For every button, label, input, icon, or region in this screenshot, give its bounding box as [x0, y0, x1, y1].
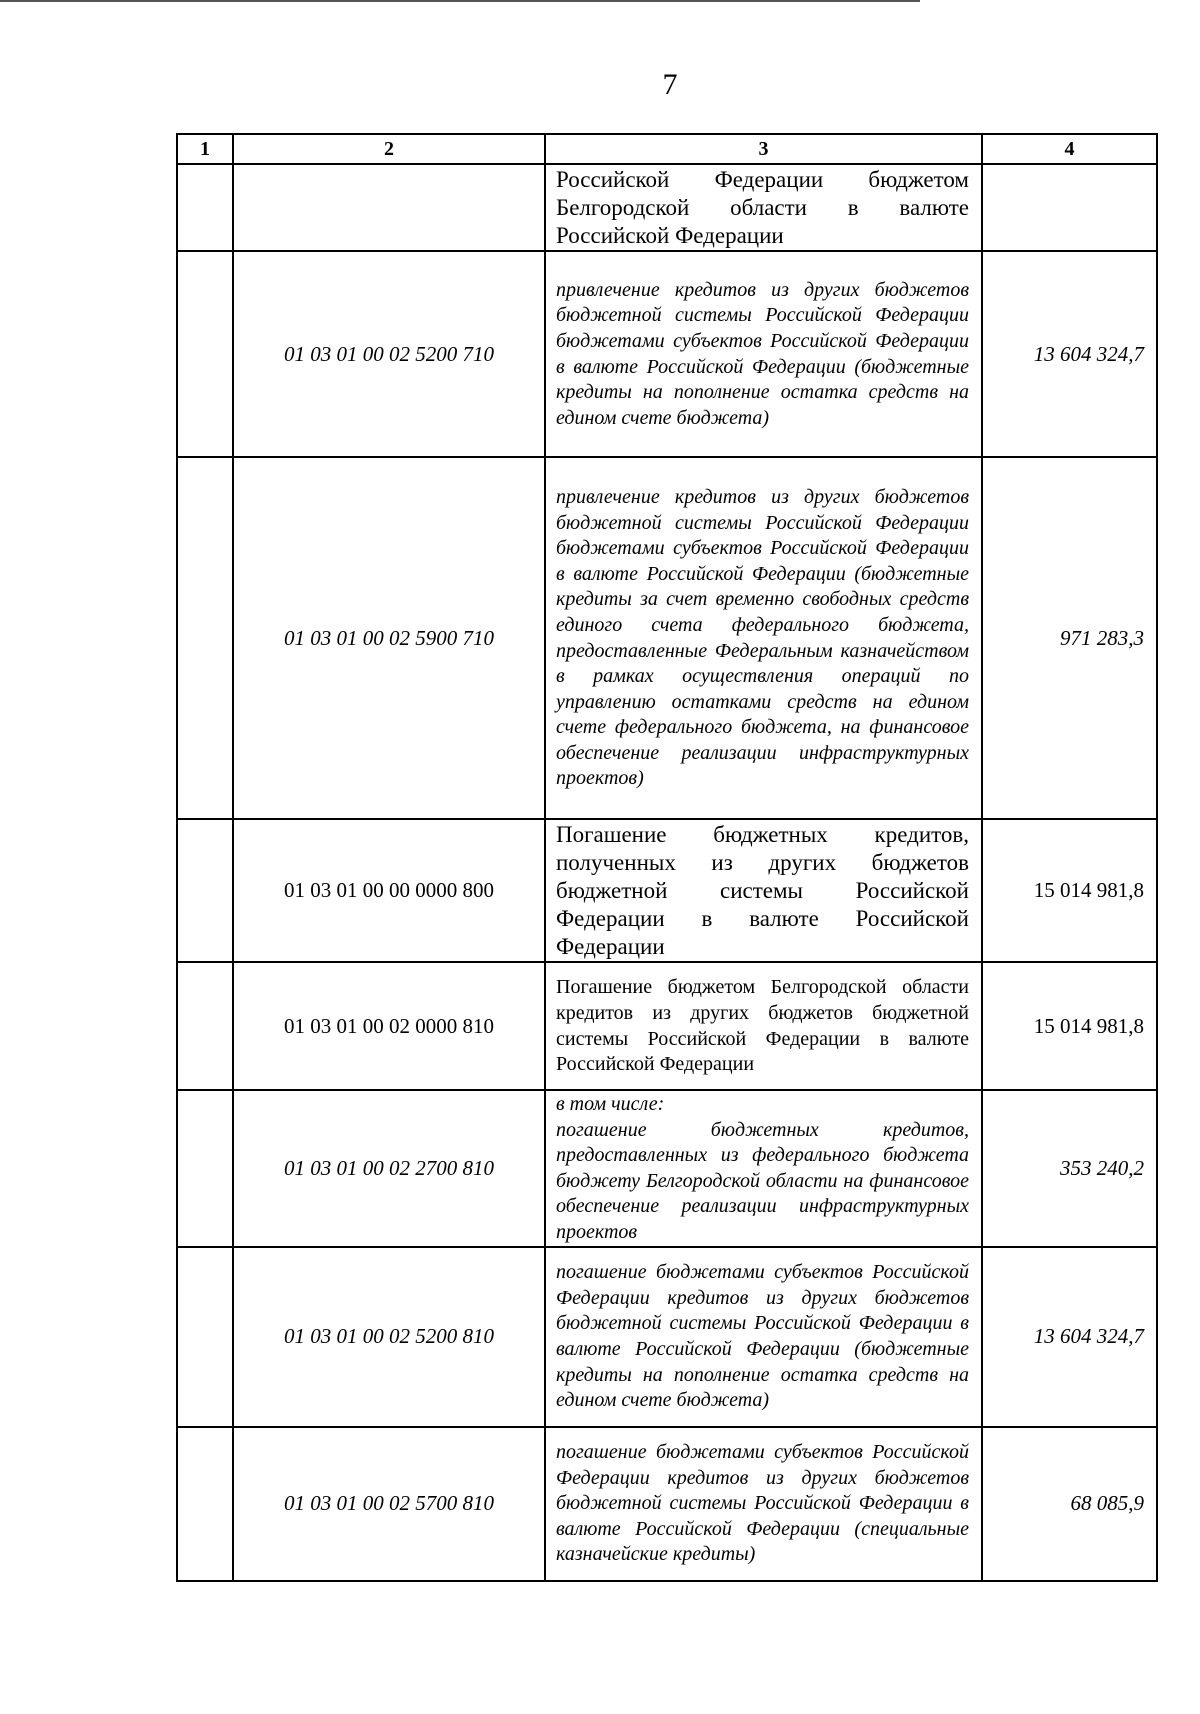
row-number-cell [177, 819, 233, 962]
top-rule [0, 0, 920, 2]
header-col-1: 1 [177, 134, 233, 164]
row-amount: 15 014 981,8 [982, 819, 1157, 962]
row-amount [982, 164, 1157, 251]
row-amount: 68 085,9 [982, 1427, 1157, 1581]
row-amount: 971 283,3 [982, 457, 1157, 819]
header-col-4: 4 [982, 134, 1157, 164]
row-number-cell [177, 1090, 233, 1247]
row-description: привлечение кредитов из других бюджетов бюджетной системы Российской Федерации бюджетами субъектов Российской Федерации в валюте Российской Федерации (бюджетные кредиты на пополнение остатка средств на едином счете бюджета) [545, 251, 982, 457]
table-row [177, 251, 1157, 457]
classification-code: 01 03 01 00 00 0000 800 [233, 819, 545, 962]
header-col-2: 2 [233, 134, 545, 164]
row-description: Погашение бюджетом Белгородской области кредитов из других бюджетов бюджетной системы Российской Федерации в валюте Российской Федерации [545, 962, 982, 1090]
classification-code: 01 03 01 00 02 5200 810 [233, 1247, 545, 1427]
row-description: Погашение бюджетных кредитов, полученных из других бюджетов бюджетной системы Российской Федерации в валюте Российской Федерации [545, 819, 982, 962]
classification-code: 01 03 01 00 02 5900 710 [233, 457, 545, 819]
table-row [177, 164, 1157, 251]
table-row [177, 1247, 1157, 1427]
row-amount: 15 014 981,8 [982, 962, 1157, 1090]
row-description: Российской Федерации бюджетом Белгородской области в валюте Российской Федерации [545, 164, 982, 251]
row-number-cell [177, 457, 233, 819]
table-row [177, 1427, 1157, 1581]
row-amount: 13 604 324,7 [982, 251, 1157, 457]
classification-code: 01 03 01 00 02 5700 810 [233, 1427, 545, 1581]
row-description: погашение бюджетами субъектов Российской Федерации кредитов из других бюджетов бюджетной системы Российской Федерации в валюте Российской Федерации (специальные казначейские кредиты) [545, 1427, 982, 1581]
table-row [177, 457, 1157, 819]
row-number-cell [177, 1247, 233, 1427]
row-number-cell [177, 1427, 233, 1581]
classification-code: 01 03 01 00 02 5200 710 [233, 251, 545, 457]
classification-code: 01 03 01 00 02 2700 810 [233, 1090, 545, 1247]
budget-sources-table [176, 133, 1158, 1582]
row-description: привлечение кредитов из других бюджетов бюджетной системы Российской Федерации бюджетами субъектов Российской Федерации в валюте Российской Федерации (бюджетные кредиты за счет временно свободных средств единого счета федерального бюджета, предоставленные Федеральным казначейством в рамках осуществления операций по управлению остатками средств на едином счете федерального бюджета, на финансовое обеспечение реализации инфраструктурных проектов) [545, 457, 982, 819]
row-number-cell [177, 164, 233, 251]
classification-code [233, 164, 545, 251]
row-amount: 353 240,2 [982, 1090, 1157, 1247]
row-number-cell [177, 962, 233, 1090]
classification-code: 01 03 01 00 02 0000 810 [233, 962, 545, 1090]
description-prefix: в том числе: [556, 1093, 665, 1115]
row-description: погашение бюджетами субъектов Российской Федерации кредитов из других бюджетов бюджетной системы Российской Федерации в валюте Российской Федерации (бюджетные кредиты на пополнение остатка средств на едином счете бюджета) [545, 1247, 982, 1427]
row-number-cell [177, 251, 233, 457]
row-description: погашение бюджетных кредитов, предоставленных из федерального бюджета бюджету Белгородской области на финансовое обеспечение реализации инфраструктурных проектов [556, 1118, 969, 1243]
table-row [177, 819, 1157, 962]
table-row [177, 962, 1157, 1090]
row-description-cell [545, 1090, 982, 1247]
row-amount: 13 604 324,7 [982, 1247, 1157, 1427]
table-row [177, 1090, 1157, 1247]
header-col-3: 3 [545, 134, 982, 164]
table-header-row [177, 134, 1157, 164]
page-number: 7 [662, 68, 678, 101]
